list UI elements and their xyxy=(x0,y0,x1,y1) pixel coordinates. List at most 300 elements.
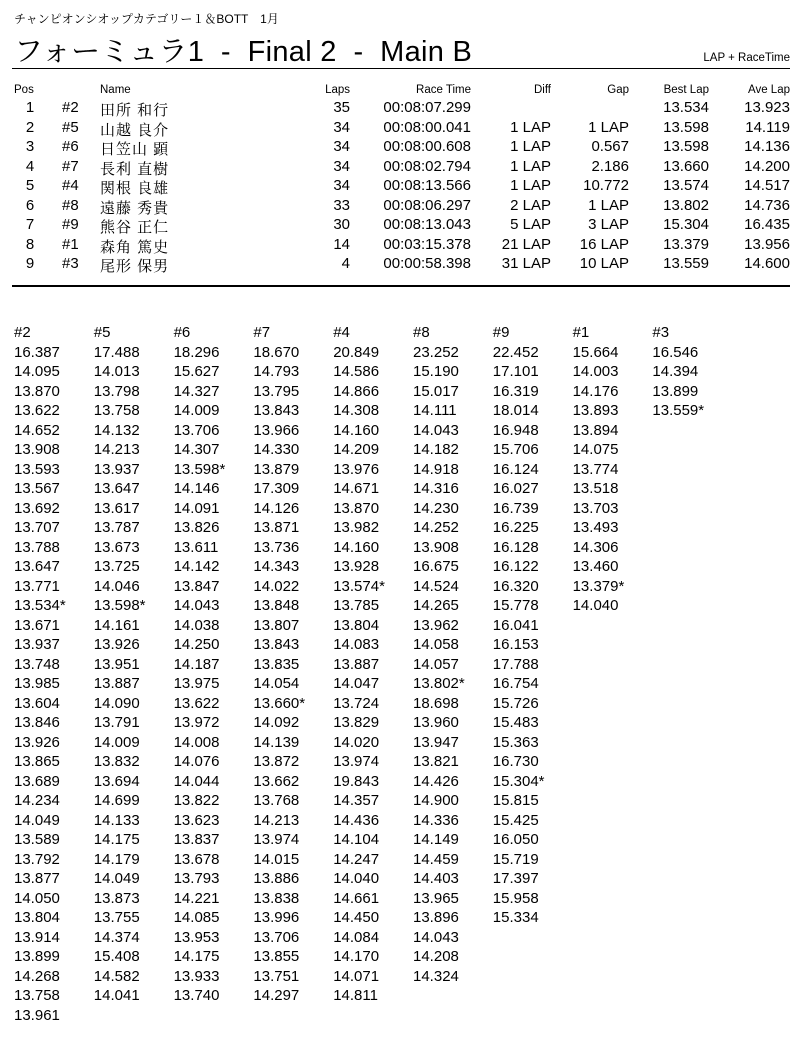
lap-time-cell: 14.090 xyxy=(93,694,140,712)
lap-time-cell: 15.958 xyxy=(492,889,539,907)
lap-time-cell: 13.622 xyxy=(173,694,220,712)
lap-time-cell: 13.534* xyxy=(14,597,66,614)
best-lap-cell: 13.598 xyxy=(663,138,709,155)
position-cell: 8 xyxy=(25,235,35,253)
lap-time-cell: 14.043 xyxy=(413,421,459,439)
lap-time-cell: 13.758 xyxy=(93,402,140,419)
lap-time-cell: 14.900 xyxy=(413,792,459,809)
position-cell: 2 xyxy=(25,118,35,136)
lap-time-cell: 14.046 xyxy=(93,577,140,595)
lap-time-cell: 13.785 xyxy=(333,597,380,614)
lap-time-cell: 16.739 xyxy=(492,499,539,517)
race-time-cell: 00:00:58.398 xyxy=(383,255,471,272)
lap-time-cell: 13.847 xyxy=(173,577,220,595)
lap-time-cell: 14.175 xyxy=(173,948,220,965)
diff-cell: 1 LAP xyxy=(510,157,551,175)
lap-time-cell: 13.975 xyxy=(173,675,220,692)
lap-time-cell: 13.960 xyxy=(413,714,459,731)
lap-time-cell: 13.843 xyxy=(253,636,300,653)
column-header-race-time: Race Time xyxy=(416,84,471,96)
lap-time-cell: 23.252 xyxy=(413,343,459,361)
lap-time-cell: 13.751 xyxy=(253,967,300,985)
lap-time-cell: 14.084 xyxy=(333,928,380,946)
lap-time-cell: 13.574* xyxy=(333,577,385,595)
lap-time-cell: 14.176 xyxy=(572,382,619,400)
race-time-cell: 00:03:15.378 xyxy=(383,235,471,253)
lap-time-cell: 13.662 xyxy=(253,772,300,790)
lap-time-cell: 13.736 xyxy=(253,538,300,556)
lap-time-cell: 16.027 xyxy=(492,480,539,497)
lap-time-cell: 14.111 xyxy=(413,402,457,419)
lap-time-cell: 13.758 xyxy=(14,987,60,1004)
lap-time-cell: 13.879 xyxy=(253,460,300,478)
lap-column xyxy=(573,323,625,616)
lap-time-cell: 13.962 xyxy=(413,616,459,634)
lap-time-cell: 13.848 xyxy=(253,597,300,614)
lap-time-cell: 13.887 xyxy=(333,655,380,673)
lap-time-cell: 14.357 xyxy=(333,792,380,809)
lap-time-cell: 13.826 xyxy=(173,519,220,536)
lap-time-cell: 13.611 xyxy=(173,538,219,556)
lap-time-cell: 13.974 xyxy=(333,753,380,770)
lap-time-cell: 17.309 xyxy=(253,480,300,497)
lap-time-cell: 14.426 xyxy=(413,772,459,790)
lap-time-cell: 14.297 xyxy=(253,987,300,1004)
lap-time-cell: 14.230 xyxy=(413,499,459,517)
diff-cell: 1 LAP xyxy=(510,118,551,136)
lap-time-cell: 13.623 xyxy=(173,811,220,829)
lap-time-cell: 14.015 xyxy=(253,850,300,868)
lap-time-cell: 15.017 xyxy=(413,382,459,400)
lap-time-cell: 13.802* xyxy=(413,675,465,692)
lap-time-cell: 13.966 xyxy=(253,421,300,439)
gap-cell: 1 LAP xyxy=(588,196,629,214)
lap-time-cell: 13.877 xyxy=(14,870,60,887)
car-number-cell: #8 xyxy=(62,196,79,214)
header-divider xyxy=(12,68,790,69)
lap-time-cell: 14.049 xyxy=(93,870,140,887)
lap-time-cell: 13.870 xyxy=(333,499,380,517)
lap-time-cell: 13.768 xyxy=(253,792,300,809)
lap-time-cell: 14.265 xyxy=(413,597,459,614)
lap-time-cell: 14.213 xyxy=(93,441,140,458)
laps-cell: 35 xyxy=(333,99,350,116)
lap-time-cell: 22.452 xyxy=(492,343,539,361)
lap-time-cell: 17.788 xyxy=(492,655,539,673)
position-cell: 4 xyxy=(25,157,35,175)
position-cell: 6 xyxy=(25,196,35,214)
lap-time-cell: 14.146 xyxy=(173,480,220,497)
lap-column-header: #5 xyxy=(93,324,111,341)
lap-time-cell: 16.128 xyxy=(492,538,539,556)
lap-time-cell: 13.947 xyxy=(413,733,459,751)
lap-time-cell: 13.748 xyxy=(14,655,60,673)
lap-time-cell: 13.567 xyxy=(14,480,60,497)
lap-time-cell: 13.821 xyxy=(413,753,459,770)
lap-time-cell: 13.896 xyxy=(413,909,459,926)
lap-time-cell: 14.043 xyxy=(173,597,220,614)
lap-time-cell: 14.008 xyxy=(173,733,220,751)
lap-time-cell: 14.252 xyxy=(413,519,459,536)
lap-time-cell: 15.334 xyxy=(492,909,539,926)
lap-time-cell: 14.126 xyxy=(253,499,300,517)
lap-column xyxy=(174,323,226,1006)
lap-time-cell: 13.873 xyxy=(93,889,140,907)
gap-cell: 10 LAP xyxy=(579,255,629,272)
column-header-name: Name xyxy=(100,84,131,96)
lap-time-cell: 13.707 xyxy=(14,519,60,536)
lap-time-cell: 13.985 xyxy=(14,675,60,692)
lap-time-cell: 14.208 xyxy=(413,948,459,965)
lap-column-header: #2 xyxy=(14,324,31,341)
lap-time-cell: 13.926 xyxy=(14,733,60,751)
best-lap-cell: 13.559 xyxy=(663,255,709,272)
lap-time-cell: 13.872 xyxy=(253,753,300,770)
lap-time-cell: 14.170 xyxy=(333,948,380,965)
lap-time-cell: 13.792 xyxy=(14,850,60,868)
gap-cell: 1 LAP xyxy=(588,118,629,136)
driver-name-cell: 山越 良介 xyxy=(100,121,170,139)
lap-time-cell: 15.719 xyxy=(492,850,539,868)
best-lap-cell: 13.660 xyxy=(663,157,709,175)
report-type-label: LAP + RaceTime xyxy=(703,52,790,64)
lap-time-cell: 13.518 xyxy=(572,480,619,497)
laps-cell: 34 xyxy=(333,177,350,194)
lap-time-cell: 14.047 xyxy=(333,675,380,692)
lap-time-cell: 14.071 xyxy=(333,967,380,985)
lap-time-cell: 14.524 xyxy=(413,577,459,595)
lap-time-cell: 14.586 xyxy=(333,363,380,380)
driver-name-cell: 熊谷 正仁 xyxy=(100,219,170,236)
position-cell: 9 xyxy=(25,255,35,272)
lap-time-cell: 13.379* xyxy=(572,577,625,595)
lap-time-cell: 16.122 xyxy=(492,558,539,575)
lap-time-cell: 13.996 xyxy=(253,909,300,926)
lap-time-cell: 14.049 xyxy=(14,811,60,829)
lap-time-cell: 13.822 xyxy=(173,792,220,809)
car-number-cell: #7 xyxy=(62,157,79,175)
lap-time-cell: 13.771 xyxy=(14,577,60,595)
lap-time-cell: 13.647 xyxy=(93,480,140,497)
lap-time-cell: 14.182 xyxy=(413,441,459,458)
lap-time-cell: 13.933 xyxy=(173,967,220,985)
lap-time-cell: 13.755 xyxy=(93,909,140,926)
lap-time-cell: 13.961 xyxy=(14,1006,60,1024)
lap-time-cell: 15.706 xyxy=(492,441,539,458)
lap-time-cell: 13.689 xyxy=(14,772,60,790)
result-row xyxy=(0,99,800,119)
lap-time-cell: 19.843 xyxy=(333,772,380,790)
lap-time-cell: 15.483 xyxy=(492,714,539,731)
lap-time-cell: 14.450 xyxy=(333,909,380,926)
lap-time-cell: 13.706 xyxy=(173,421,220,439)
lap-time-cell: 15.815 xyxy=(492,792,539,809)
lap-time-cell: 13.937 xyxy=(93,460,140,478)
car-number-cell: #1 xyxy=(62,235,79,253)
lap-time-cell: 14.336 xyxy=(413,811,459,829)
lap-time-cell: 14.306 xyxy=(572,538,619,556)
section-divider xyxy=(12,285,790,287)
gap-cell: 10.772 xyxy=(583,177,629,194)
lap-time-cell: 14.582 xyxy=(93,967,140,985)
lap-time-cell: 15.664 xyxy=(572,343,619,361)
laps-cell: 4 xyxy=(341,255,350,272)
diff-cell: 1 LAP xyxy=(510,138,551,155)
lap-time-cell: 13.493 xyxy=(572,519,619,536)
lap-time-cell: 18.698 xyxy=(413,694,459,712)
car-number-cell: #9 xyxy=(62,216,79,233)
lap-time-cell: 13.593 xyxy=(14,460,60,478)
lap-time-cell: 14.268 xyxy=(14,967,60,985)
ave-lap-cell: 13.956 xyxy=(744,235,790,253)
lap-time-cell: 13.647 xyxy=(14,558,60,575)
lap-time-cell: 16.124 xyxy=(492,460,539,478)
lap-time-cell: 13.622 xyxy=(14,402,60,419)
lap-time-cell: 14.043 xyxy=(413,928,459,946)
lap-time-cell: 14.083 xyxy=(333,636,380,653)
lap-time-cell: 14.918 xyxy=(413,460,459,478)
lap-column-header: #9 xyxy=(492,324,510,341)
ave-lap-cell: 14.736 xyxy=(744,196,790,214)
result-row xyxy=(0,216,800,236)
lap-time-cell: 13.835 xyxy=(253,655,300,673)
lap-column-header: #7 xyxy=(253,324,271,341)
best-lap-cell: 13.802 xyxy=(663,196,709,214)
lap-time-cell: 14.091 xyxy=(173,499,220,517)
lap-column-header: #6 xyxy=(173,324,191,341)
lap-column-header: #4 xyxy=(333,324,350,341)
lap-time-cell: 14.149 xyxy=(413,831,459,848)
lap-time-cell: 14.009 xyxy=(93,733,140,751)
lap-time-cell: 16.153 xyxy=(492,636,539,653)
driver-name-cell: 日笠山 顕 xyxy=(100,141,170,158)
lap-time-cell: 13.706 xyxy=(253,928,300,946)
result-row xyxy=(0,236,800,256)
lap-time-cell: 14.092 xyxy=(253,714,300,731)
lap-time-cell: 14.020 xyxy=(333,733,380,751)
ave-lap-cell: 13.923 xyxy=(744,99,790,116)
lap-time-cell: 13.791 xyxy=(93,714,140,731)
lap-time-cell: 13.937 xyxy=(14,636,60,653)
lap-time-cell: 16.387 xyxy=(14,343,60,361)
lap-time-cell: 14.374 xyxy=(93,928,140,946)
driver-name-cell: 遠藤 秀貴 xyxy=(100,199,170,217)
column-header-diff: Diff xyxy=(533,84,551,96)
lap-time-cell: 14.075 xyxy=(572,441,619,458)
lap-time-cell: 13.982 xyxy=(333,519,380,536)
ave-lap-cell: 14.119 xyxy=(745,118,790,136)
lap-time-cell: 14.044 xyxy=(173,772,220,790)
lap-time-cell: 13.908 xyxy=(413,538,459,556)
lap-time-cell: 13.846 xyxy=(14,714,60,731)
lap-time-cell: 14.459 xyxy=(413,850,459,868)
lap-time-cell: 14.221 xyxy=(173,889,220,907)
lap-time-cell: 14.699 xyxy=(93,792,140,809)
column-header-ave-lap: Ave Lap xyxy=(748,84,790,96)
diff-cell: 2 LAP xyxy=(510,196,551,214)
lap-time-cell: 13.694 xyxy=(93,772,140,790)
lap-time-cell: 13.807 xyxy=(253,616,300,634)
lap-column xyxy=(493,323,545,928)
lap-time-cell: 14.811 xyxy=(333,987,378,1004)
lap-column-header: #8 xyxy=(413,324,430,341)
lap-time-cell: 13.798 xyxy=(93,382,140,400)
driver-name-cell: 尾形 保男 xyxy=(100,258,170,275)
lap-time-cell: 13.692 xyxy=(14,499,60,517)
lap-time-cell: 13.887 xyxy=(93,675,140,692)
lap-time-cell: 13.604 xyxy=(14,694,60,712)
lap-time-cell: 13.838 xyxy=(253,889,300,907)
lap-time-cell: 13.855 xyxy=(253,948,300,965)
lap-time-cell: 14.394 xyxy=(652,363,699,380)
lap-time-cell: 13.598* xyxy=(93,597,146,614)
lap-time-cell: 14.793 xyxy=(253,363,300,380)
diff-cell: 1 LAP xyxy=(510,177,551,194)
lap-time-cell: 16.675 xyxy=(413,558,459,575)
lap-time-cell: 13.774 xyxy=(572,460,619,478)
race-time-cell: 00:08:02.794 xyxy=(383,157,471,175)
lap-time-cell: 13.974 xyxy=(253,831,300,848)
lap-time-cell: 13.893 xyxy=(572,402,619,419)
diff-cell: 5 LAP xyxy=(510,216,551,233)
lap-time-cell: 14.327 xyxy=(173,382,220,400)
lap-time-cell: 13.886 xyxy=(253,870,300,887)
lap-time-cell: 13.926 xyxy=(93,636,140,653)
laps-cell: 34 xyxy=(333,138,350,155)
position-cell: 3 xyxy=(25,138,35,155)
lap-time-cell: 14.179 xyxy=(93,850,140,868)
result-row xyxy=(0,119,800,139)
lap-time-cell: 15.627 xyxy=(173,363,220,380)
car-number-cell: #4 xyxy=(62,177,79,194)
lap-time-cell: 13.829 xyxy=(333,714,380,731)
laps-cell: 30 xyxy=(333,216,350,233)
lap-time-cell: 13.617 xyxy=(93,499,140,517)
position-cell: 5 xyxy=(25,177,35,194)
lap-column xyxy=(413,323,465,986)
lap-time-cell: 14.058 xyxy=(413,636,459,653)
position-cell: 1 xyxy=(25,99,35,116)
lap-time-cell: 14.013 xyxy=(93,363,140,380)
column-header-pos: Pos xyxy=(14,84,34,96)
position-cell: 7 xyxy=(25,216,35,233)
gap-cell: 16 LAP xyxy=(579,235,629,253)
lap-column xyxy=(94,323,146,1006)
lap-time-cell: 13.725 xyxy=(93,558,140,575)
ave-lap-cell: 16.435 xyxy=(744,216,790,233)
lap-time-cell: 18.296 xyxy=(173,343,220,361)
lap-time-cell: 15.363 xyxy=(492,733,539,751)
race-time-cell: 00:08:13.043 xyxy=(383,216,471,233)
lap-time-cell: 17.101 xyxy=(492,363,539,380)
lap-time-cell: 13.871 xyxy=(253,519,300,536)
result-row xyxy=(0,158,800,178)
lap-time-cell: 14.161 xyxy=(93,616,140,634)
lap-time-cell: 13.671 xyxy=(14,616,60,634)
lap-time-cell: 14.009 xyxy=(173,402,220,419)
lap-time-cell: 14.139 xyxy=(253,733,300,751)
lap-time-cell: 17.488 xyxy=(93,343,140,361)
laps-cell: 34 xyxy=(333,157,350,175)
lap-time-cell: 13.870 xyxy=(14,382,60,400)
lap-time-cell: 14.057 xyxy=(413,655,459,673)
lap-time-cell: 15.778 xyxy=(492,597,539,614)
lap-time-cell: 14.316 xyxy=(413,480,459,497)
lap-column xyxy=(652,323,704,421)
lap-time-cell: 14.160 xyxy=(333,538,380,556)
page-title: フォーミュラ1 - Final 2 - Main B xyxy=(14,36,473,68)
lap-time-cell: 13.804 xyxy=(14,909,60,926)
lap-time-cell: 13.678 xyxy=(173,850,220,868)
lap-time-cell: 13.908 xyxy=(14,441,60,458)
lap-time-cell: 13.559* xyxy=(652,402,705,419)
event-header: チャンピオンシオップカテゴリー１＆BOTT 1月 xyxy=(14,12,279,26)
lap-time-cell: 14.308 xyxy=(333,402,380,419)
lap-time-cell: 14.095 xyxy=(14,363,60,380)
lap-time-cell: 13.928 xyxy=(333,558,380,575)
column-header-laps: Laps xyxy=(325,84,350,96)
lap-time-cell: 14.050 xyxy=(14,889,60,907)
ave-lap-cell: 14.517 xyxy=(744,177,790,194)
laps-cell: 33 xyxy=(333,196,350,214)
best-lap-cell: 15.304 xyxy=(663,216,709,233)
lap-time-cell: 14.324 xyxy=(413,967,459,985)
results-table xyxy=(0,84,800,275)
lap-column xyxy=(14,323,66,1025)
lap-time-cell: 16.050 xyxy=(492,831,539,848)
lap-time-cell: 14.076 xyxy=(173,753,220,770)
lap-time-cell: 14.104 xyxy=(333,831,380,848)
ave-lap-cell: 14.600 xyxy=(744,255,790,272)
lap-time-cell: 13.899 xyxy=(652,382,699,400)
best-lap-cell: 13.379 xyxy=(663,235,709,253)
lap-time-cell: 14.160 xyxy=(333,421,380,439)
lap-time-cell: 16.754 xyxy=(492,675,539,692)
lap-time-cell: 14.250 xyxy=(173,636,220,653)
lap-time-cell: 14.234 xyxy=(14,792,60,809)
lap-time-cell: 14.175 xyxy=(93,831,140,848)
lap-time-cell: 13.787 xyxy=(93,519,140,536)
lap-time-cell: 13.976 xyxy=(333,460,380,478)
lap-time-cell: 14.652 xyxy=(14,421,60,439)
race-time-cell: 00:08:00.041 xyxy=(383,118,471,136)
column-header-best-lap: Best Lap xyxy=(663,84,709,96)
lap-column xyxy=(333,323,385,1006)
driver-name-cell: 森角 篤史 xyxy=(100,238,170,256)
race-time-cell: 00:08:00.608 xyxy=(383,138,471,155)
gap-cell: 2.186 xyxy=(591,157,629,175)
lap-time-cell: 16.730 xyxy=(492,753,539,770)
race-time-cell: 00:08:07.299 xyxy=(383,99,471,116)
lap-time-cell: 15.304* xyxy=(492,772,545,790)
lap-time-cell: 16.948 xyxy=(492,421,539,439)
lap-time-cell: 16.320 xyxy=(492,577,539,595)
lap-time-cell: 14.343 xyxy=(253,558,300,575)
lap-time-cell: 14.003 xyxy=(572,363,619,380)
lap-time-cell: 13.589 xyxy=(14,831,60,848)
lap-time-cell: 13.724 xyxy=(333,694,380,712)
lap-time-cell: 13.972 xyxy=(173,714,220,731)
lap-time-cell: 14.209 xyxy=(333,441,380,458)
lap-time-cell: 13.843 xyxy=(253,402,300,419)
lap-time-cell: 14.040 xyxy=(333,870,380,887)
lap-time-cell: 13.660* xyxy=(253,694,306,712)
driver-name-cell: 田所 和行 xyxy=(100,102,170,119)
lap-time-cell: 14.866 xyxy=(333,382,380,400)
lap-time-cell: 13.460 xyxy=(572,558,619,575)
driver-name-cell: 関根 良雄 xyxy=(100,180,170,197)
lap-time-cell: 14.187 xyxy=(173,655,220,673)
